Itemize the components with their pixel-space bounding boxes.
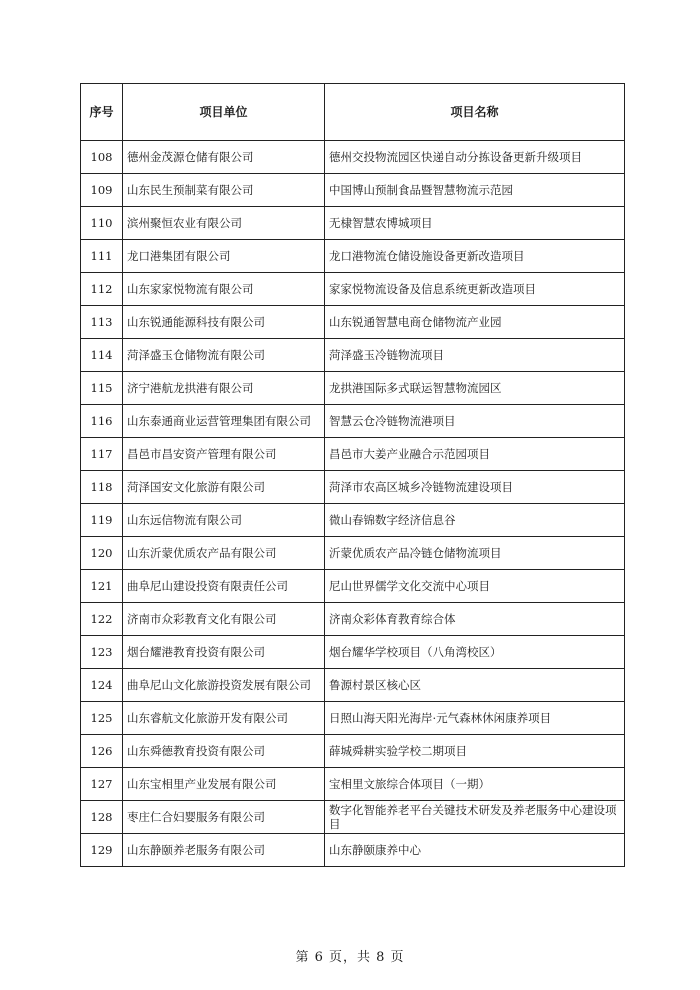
header-row [81,84,625,141]
table-row [81,207,625,240]
table-row [81,834,625,867]
cell-serial-number: 118 [81,471,123,504]
cell-project-unit: 山东沂蒙优质农产品有限公司 [123,537,325,570]
table-row [81,768,625,801]
project-table [80,83,625,867]
table-row [81,273,625,306]
cell-project-name: 数字化智能养老平台关键技术研发及养老服务中心建设项目 [325,801,625,834]
cell-project-name: 日照山海天阳光海岸·元气森林休闲康养项目 [325,702,625,735]
cell-project-unit: 山东泰通商业运营管理集团有限公司 [123,405,325,438]
table-row [81,636,625,669]
cell-project-name: 宝相里文旅综合体项目（一期） [325,768,625,801]
cell-serial-number: 112 [81,273,123,306]
table-row [81,438,625,471]
cell-serial-number: 110 [81,207,123,240]
cell-project-unit: 龙口港集团有限公司 [123,240,325,273]
cell-serial-number: 121 [81,570,123,603]
cell-project-name: 山东锐通智慧电商仓储物流产业园 [325,306,625,339]
header-serial-number: 序号 [81,84,123,141]
cell-project-name: 无棣智慧农博城项目 [325,207,625,240]
page-footer: 第 6 页，共 8 页 [295,950,405,965]
table-body [81,141,625,867]
cell-project-unit: 山东民生预制菜有限公司 [123,174,325,207]
cell-project-name: 尼山世界儒学文化交流中心项目 [325,570,625,603]
cell-project-name: 龙拱港国际多式联运智慧物流园区 [325,372,625,405]
cell-serial-number: 113 [81,306,123,339]
cell-project-unit: 滨州聚恒农业有限公司 [123,207,325,240]
table-row [81,801,625,834]
cell-project-name: 鲁源村景区核心区 [325,669,625,702]
cell-serial-number: 119 [81,504,123,537]
cell-project-unit: 山东远信物流有限公司 [123,504,325,537]
cell-project-name: 沂蒙优质农产品冷链仓储物流项目 [325,537,625,570]
cell-serial-number: 128 [81,801,123,834]
header-project-unit: 项目单位 [123,84,325,141]
cell-project-name: 家家悦物流设备及信息系统更新改造项目 [325,273,625,306]
cell-serial-number: 120 [81,537,123,570]
cell-serial-number: 111 [81,240,123,273]
table-row [81,702,625,735]
cell-project-unit: 山东静颐养老服务有限公司 [123,834,325,867]
table-row [81,570,625,603]
cell-project-name: 微山春锦数字经济信息谷 [325,504,625,537]
cell-serial-number: 109 [81,174,123,207]
cell-project-name: 烟台耀华学校项目（八角湾校区） [325,636,625,669]
table-row [81,471,625,504]
cell-serial-number: 108 [81,141,123,174]
cell-serial-number: 116 [81,405,123,438]
cell-project-name: 龙口港物流仓储设施设备更新改造项目 [325,240,625,273]
table-row [81,504,625,537]
cell-project-unit: 济南市众彩教育文化有限公司 [123,603,325,636]
cell-serial-number: 126 [81,735,123,768]
cell-project-unit: 昌邑市昌安资产管理有限公司 [123,438,325,471]
cell-project-unit: 山东宝相里产业发展有限公司 [123,768,325,801]
cell-project-unit: 山东睿航文化旅游开发有限公司 [123,702,325,735]
cell-project-unit: 菏泽盛玉仓储物流有限公司 [123,339,325,372]
cell-project-unit: 菏泽国安文化旅游有限公司 [123,471,325,504]
table-row [81,669,625,702]
cell-serial-number: 127 [81,768,123,801]
cell-project-unit: 曲阜尼山文化旅游投资发展有限公司 [123,669,325,702]
cell-project-name: 济南众彩体育教育综合体 [325,603,625,636]
cell-serial-number: 123 [81,636,123,669]
table-row [81,339,625,372]
header-project-name: 项目名称 [325,84,625,141]
table-row [81,306,625,339]
table-row [81,174,625,207]
table-row [81,141,625,174]
table-row [81,405,625,438]
cell-project-unit: 曲阜尼山建设投资有限责任公司 [123,570,325,603]
cell-project-name: 菏泽市农高区城乡冷链物流建设项目 [325,471,625,504]
cell-project-name: 德州交投物流园区快递自动分拣设备更新升级项目 [325,141,625,174]
cell-project-name: 菏泽盛玉冷链物流项目 [325,339,625,372]
cell-project-name: 昌邑市大姜产业融合示范园项目 [325,438,625,471]
cell-project-unit: 烟台耀港教育投资有限公司 [123,636,325,669]
cell-project-unit: 山东舜德教育投资有限公司 [123,735,325,768]
cell-serial-number: 122 [81,603,123,636]
cell-project-unit: 山东家家悦物流有限公司 [123,273,325,306]
table-row [81,372,625,405]
table-row [81,603,625,636]
cell-serial-number: 117 [81,438,123,471]
cell-serial-number: 114 [81,339,123,372]
cell-project-unit: 德州金茂源仓储有限公司 [123,141,325,174]
table-row [81,240,625,273]
cell-project-unit: 济宁港航龙拱港有限公司 [123,372,325,405]
cell-project-name: 中国博山预制食品暨智慧物流示范园 [325,174,625,207]
cell-serial-number: 129 [81,834,123,867]
cell-serial-number: 115 [81,372,123,405]
cell-project-name: 薛城舜耕实验学校二期项目 [325,735,625,768]
cell-project-unit: 山东锐通能源科技有限公司 [123,306,325,339]
cell-project-name: 智慧云仓冷链物流港项目 [325,405,625,438]
cell-serial-number: 124 [81,669,123,702]
cell-project-name: 山东静颐康养中心 [325,834,625,867]
table-row [81,537,625,570]
cell-serial-number: 125 [81,702,123,735]
cell-project-unit: 枣庄仁合妇婴服务有限公司 [123,801,325,834]
table-row [81,735,625,768]
table-header [81,84,625,141]
